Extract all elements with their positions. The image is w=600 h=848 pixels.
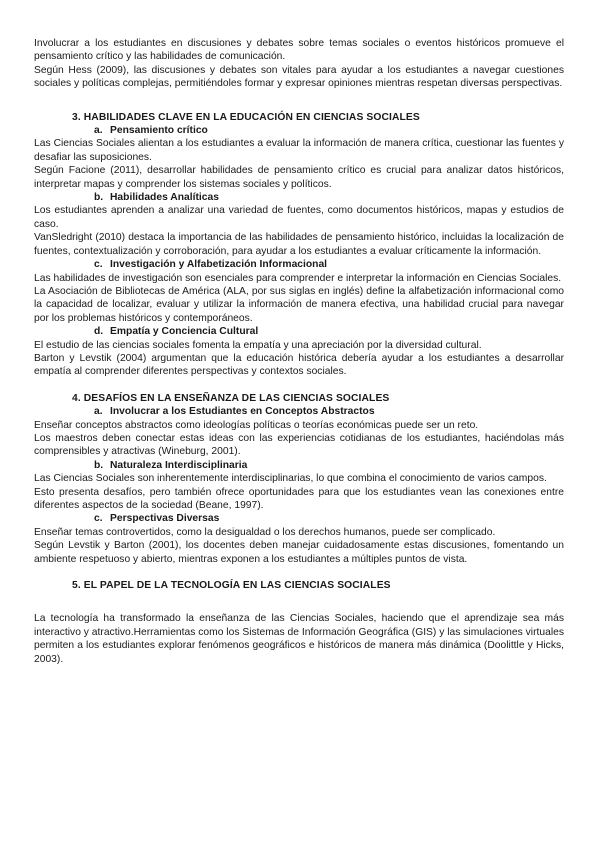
- document-body: [34, 37, 564, 666]
- subsection-title: Empatía y Conciencia Cultural: [110, 326, 259, 338]
- paragraph: Las Ciencias Sociales alientan a los estudiantes a evaluar la información de manera crítica, cuestionar las fuentes y desafiar las suposiciones.: [34, 138, 564, 163]
- subsection-title: Naturaleza Interdisciplinaria: [110, 459, 248, 471]
- subsection-title: Perspectivas Diversas: [110, 513, 220, 525]
- section-4-heading: 4. DESAFÍOS EN LA ENSEÑANZA DE LAS CIENCIAS SOCIALES: [72, 392, 390, 404]
- section-5-heading: 5. EL PAPEL DE LA TECNOLOGÍA EN LAS CIENCIAS SOCIALES: [72, 580, 391, 592]
- paragraph: Según Facione (2011), desarrollar habilidades de pensamiento crítico es crucial para analizar datos históricos, interpretar mapas y comprender los sistemas sociales y políticos.: [34, 165, 564, 190]
- intro-paragraph-1: Involucrar a los estudiantes en discusiones y debates sobre temas sociales o eventos históricos promueve el pensamiento crítico y las habilidades de comunicación.: [34, 38, 564, 63]
- paragraph: La tecnología ha transformado la enseñanza de las Ciencias Sociales, haciendo que el aprendizaje sea más interactivo y atractivo.Herramientas como los Sistemas de Información Geográfica (GIS) y las simulaciones virtuales permiten a los estudiantes explorar fenómenos geográficos e históricos de manera más dinámica (Doolittle y Hicks, 2003).: [34, 613, 564, 665]
- paragraph: Barton y Levstik (2004) argumentan que la educación histórica debería ayudar a los estudiantes a desarrollar empatía al comprender diferentes perspectivas y contextos sociales.: [34, 352, 564, 378]
- paragraph: Según Levstik y Barton (2001), los docentes deben manejar cuidadosamente estas discusiones, fomentando un ambiente respetuoso y abierto, mientras exponen a los estudiantes a múltiples puntos de vista.: [34, 540, 564, 565]
- subsection-title: Investigación y Alfabetización Informacional: [110, 259, 328, 271]
- paragraph: La Asociación de Bibliotecas de América (ALA, por sus siglas en inglés) define la alfabetización informacional como la capacidad de localizar, evaluar y utilizar la información de manera efectiva, una habilidad crucial para navegar por los problemas históricos y contemporáneos.: [34, 285, 564, 324]
- subsection-4c-heading: [34, 512, 564, 525]
- paragraph: VanSledright (2010) destaca la importancia de las habilidades de pensamiento histórico, incluidas la localización de fuentes, contextualización y corroboración, para ayudar a los estudiantes a evaluar críticamente la información.: [34, 232, 564, 257]
- paragraph: Los estudiantes aprenden a analizar una variedad de fuentes, como documentos históricos, mapas y estudios de caso.: [34, 205, 564, 230]
- subsection-title: Pensamiento crítico: [110, 125, 208, 137]
- subsection-4b-heading: [34, 459, 564, 472]
- paragraph: Los maestros deben conectar estas ideas con las experiencias cotidianas de los estudiantes, haciéndolas más comprensibles y atractivas (Wineburg, 2001).: [34, 432, 564, 458]
- subsection-title: Involucrar a los Estudiantes en Conceptos Abstractos: [110, 406, 375, 418]
- subsection-3b-heading: [34, 191, 564, 204]
- paragraph: Esto presenta desafíos, pero también ofrece oportunidades para que los estudiantes vean las conexiones entre diferentes aspectos de la sociedad (Beane, 1997).: [34, 486, 564, 511]
- subsection-marker: d.: [94, 326, 104, 338]
- subsection-title: Habilidades Analíticas: [110, 192, 219, 204]
- paragraph: Las habilidades de investigación son esenciales para comprender e interpretar la información en Ciencias Sociales.: [34, 272, 562, 284]
- intro-paragraph-2: Según Hess (2009), las discusiones y debates son vitales para ayudar a los estudiantes a navegar cuestiones sociales y políticas complejas, permitiéndoles formar y expresar opiniones mientras respetan diversas perspectivas.: [34, 64, 564, 90]
- subsection-3d-heading: [34, 325, 564, 338]
- subsection-marker: a.: [94, 125, 103, 137]
- subsection-marker: b.: [94, 459, 104, 471]
- paragraph: Enseñar conceptos abstractos como ideologías políticas o teorías económicas puede ser un reto.: [34, 419, 479, 431]
- subsection-3c-heading: [34, 258, 564, 271]
- subsection-marker: b.: [94, 192, 104, 204]
- subsection-4a-heading: [34, 405, 564, 418]
- subsection-marker: a.: [94, 406, 103, 418]
- subsection-marker: c.: [94, 259, 103, 271]
- paragraph: El estudio de las ciencias sociales fomenta la empatía y una apreciación por la diversidad cultural.: [34, 339, 482, 351]
- section-3-heading: 3. HABILIDADES CLAVE EN LA EDUCACIÓN EN CIENCIAS SOCIALES: [72, 111, 420, 123]
- paragraph: Las Ciencias Sociales son inherentemente interdisciplinarias, lo que combina el conocimiento de varios campos.: [34, 473, 547, 485]
- subsection-3a-heading: [34, 124, 564, 137]
- paragraph: Enseñar temas controvertidos, como la desigualdad o los derechos humanos, puede ser complicado.: [34, 526, 496, 538]
- subsection-marker: c.: [94, 513, 103, 525]
